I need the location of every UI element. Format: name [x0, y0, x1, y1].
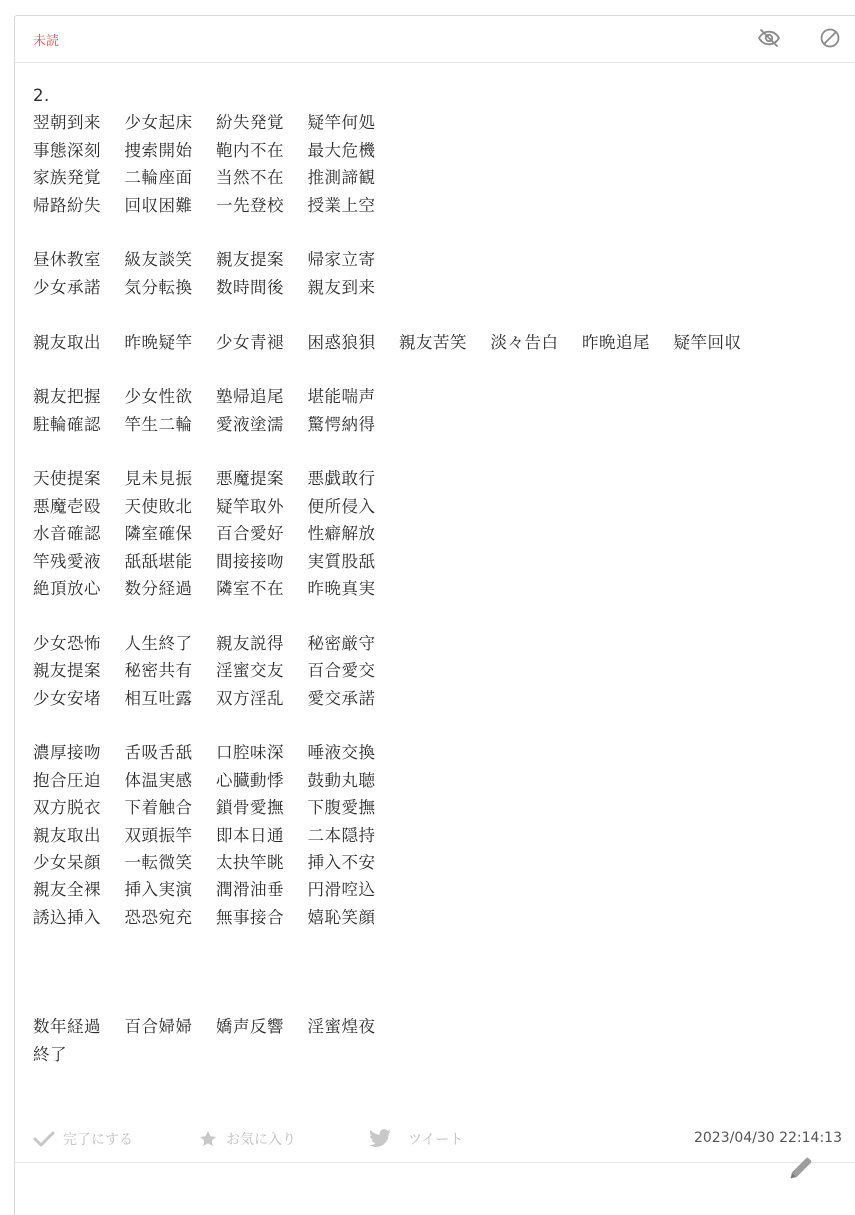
note-card — [14, 15, 855, 1215]
text-line — [33, 274, 833, 301]
text-line — [33, 465, 833, 492]
word: 回収困難 — [124, 195, 193, 215]
word: 便所侵入 — [307, 496, 376, 516]
favorite-label: お気に入り — [226, 1132, 296, 1148]
word: 当然不在 — [216, 168, 284, 188]
text-line — [33, 1013, 833, 1040]
text-line — [33, 164, 833, 191]
word: 塾帰追尾 — [216, 387, 284, 407]
text-line — [33, 329, 833, 356]
word: 昼休教室 — [33, 250, 101, 270]
word: 親友到来 — [307, 277, 376, 297]
word: 愛液塗濡 — [216, 414, 284, 434]
word: 竿生二輪 — [124, 414, 193, 434]
word: 家族発覚 — [33, 168, 101, 188]
word: 双方淫乱 — [216, 688, 284, 708]
word: 淫蜜煌夜 — [307, 1017, 376, 1037]
text-line — [33, 630, 833, 657]
word: 挿入実演 — [124, 880, 193, 900]
word: 天使敗北 — [124, 496, 193, 516]
complete-label: 完了にする — [63, 1132, 133, 1148]
word: 相互吐露 — [124, 688, 193, 708]
word: 挿入不安 — [307, 852, 376, 872]
text-line — [33, 1041, 833, 1068]
word: 百合婦婦 — [124, 1017, 193, 1037]
word: 実質股舐 — [307, 551, 376, 571]
word: 級友談笑 — [124, 250, 193, 270]
note-footer — [15, 1116, 855, 1163]
word: 少女性欲 — [124, 387, 193, 407]
word: 少女恐怖 — [33, 633, 101, 653]
note-body — [33, 82, 833, 1102]
word: 少女青褪 — [216, 332, 284, 352]
text-line — [33, 849, 833, 876]
ban-icon[interactable] — [818, 26, 842, 50]
text-line — [33, 794, 833, 821]
text-line — [33, 904, 833, 931]
word: 天使提案 — [33, 469, 101, 489]
tweet-label: ツイート — [408, 1132, 464, 1148]
word: 絶頂放心 — [33, 579, 101, 599]
word: 少女起床 — [124, 113, 193, 133]
word: 親友提案 — [33, 661, 101, 681]
hide-eye-slash-icon[interactable] — [757, 26, 781, 50]
word: 淡々告白 — [490, 332, 559, 352]
word: 昨晩疑竿 — [124, 332, 193, 352]
word: 親友把握 — [33, 387, 101, 407]
word: 疑竿何処 — [307, 113, 376, 133]
word: 水音確認 — [33, 524, 101, 544]
word: 恐恐宛充 — [124, 907, 193, 927]
text-line — [33, 685, 833, 712]
blank-line — [33, 438, 833, 465]
tweet-button[interactable] — [368, 1128, 463, 1150]
word: 誘込挿入 — [33, 907, 101, 927]
word: 駐輪確認 — [33, 414, 101, 434]
blank-line — [33, 219, 833, 246]
word: 下腹愛撫 — [307, 798, 376, 818]
note-header — [15, 16, 855, 63]
word: 疑竿回収 — [673, 332, 742, 352]
word: 見未見振 — [124, 469, 193, 489]
word: 秘密厳守 — [307, 633, 376, 653]
text-line — [33, 575, 833, 602]
word: 秘密共有 — [124, 661, 193, 681]
word: 人生終了 — [124, 633, 193, 653]
blank-line — [33, 356, 833, 383]
word: 帰家立寄 — [307, 250, 376, 270]
check-icon — [33, 1130, 55, 1148]
blank-line — [33, 931, 833, 958]
word: 双頭振竿 — [124, 825, 193, 845]
edit-pencil-icon[interactable] — [787, 1154, 815, 1182]
word: 無事接合 — [216, 907, 284, 927]
word: 嬉恥笑顔 — [307, 907, 376, 927]
word: 竿残愛液 — [33, 551, 101, 571]
word: 舐舐堪能 — [124, 551, 193, 571]
word: 終了 — [33, 1044, 67, 1064]
word: 百合愛交 — [307, 661, 376, 681]
word: 性癖解放 — [307, 524, 376, 544]
word: 少女呆顔 — [33, 852, 101, 872]
word: 体温実感 — [124, 770, 193, 790]
word: 隣室不在 — [216, 579, 284, 599]
word: 間接接吻 — [216, 551, 284, 571]
twitter-bird-icon — [368, 1129, 392, 1149]
word: 最大危機 — [307, 140, 376, 160]
word: 潤滑油垂 — [216, 880, 284, 900]
word: 数年経過 — [33, 1017, 101, 1037]
word: 数時間後 — [216, 277, 284, 297]
text-line — [33, 822, 833, 849]
word: 愛交承諾 — [307, 688, 376, 708]
word: 驚愕納得 — [307, 414, 376, 434]
word: 翌朝到来 — [33, 113, 101, 133]
word: 少女安堵 — [33, 688, 101, 708]
text-line — [33, 82, 833, 109]
word: 親友説得 — [216, 633, 284, 653]
word: 悪魔提案 — [216, 469, 284, 489]
text-line — [33, 548, 833, 575]
word: 二本隠持 — [307, 825, 376, 845]
word: 気分転換 — [124, 277, 193, 297]
word: 円滑啌込 — [307, 880, 376, 900]
blank-line — [33, 986, 833, 1013]
word: 悪魔壱殴 — [33, 496, 101, 516]
word: 授業上空 — [307, 195, 376, 215]
word: 困惑狼狽 — [307, 332, 376, 352]
word: 紛失発覚 — [216, 113, 284, 133]
word: 淫蜜交友 — [216, 661, 284, 681]
text-line — [33, 192, 833, 219]
text-line — [33, 767, 833, 794]
word: 事態深刻 — [33, 140, 101, 160]
word: 一先登校 — [216, 195, 284, 215]
word: 捜索開始 — [124, 140, 193, 160]
word: 親友取出 — [33, 332, 101, 352]
text-line — [33, 109, 833, 136]
word: 隣室確保 — [124, 524, 193, 544]
word: 悪戯敢行 — [307, 469, 376, 489]
word: 即本日通 — [216, 825, 284, 845]
word: 鎖骨愛撫 — [216, 798, 284, 818]
word: 堪能喘声 — [307, 387, 376, 407]
note-timestamp: 2023/04/30 22:14:13 — [693, 1130, 842, 1146]
word: 舌吸舌舐 — [124, 743, 193, 763]
word: 少女承諾 — [33, 277, 101, 297]
word: 2. — [33, 86, 50, 105]
word: 推測諦観 — [307, 168, 376, 188]
word: 昨晩追尾 — [582, 332, 650, 352]
favorite-button[interactable] — [198, 1128, 296, 1150]
text-line — [33, 246, 833, 273]
word: 百合愛好 — [216, 524, 284, 544]
word: 親友提案 — [216, 250, 284, 270]
word: 数分経過 — [124, 579, 193, 599]
word: 親友全裸 — [33, 880, 101, 900]
word: 濃厚接吻 — [33, 743, 101, 763]
unread-badge: 未読 — [33, 34, 60, 49]
word: 口腔味深 — [216, 743, 284, 763]
blank-line — [33, 301, 833, 328]
complete-button[interactable] — [33, 1128, 133, 1150]
word: 二輪座面 — [124, 168, 193, 188]
text-line — [33, 739, 833, 766]
word: 嬌声反響 — [216, 1017, 284, 1037]
blank-line — [33, 602, 833, 629]
word: 一転微笑 — [124, 852, 193, 872]
text-line — [33, 657, 833, 684]
text-line — [33, 137, 833, 164]
word: 心臓動悸 — [216, 770, 284, 790]
text-line — [33, 383, 833, 410]
word: 鞄内不在 — [216, 140, 284, 160]
star-icon — [198, 1129, 218, 1149]
word: 双方脱衣 — [33, 798, 101, 818]
word: 疑竿取外 — [216, 496, 284, 516]
text-line — [33, 520, 833, 547]
word: 下着触合 — [124, 798, 193, 818]
word: 昨晩真実 — [307, 579, 376, 599]
word: 親友苦笑 — [399, 332, 467, 352]
word: 唾液交換 — [307, 743, 376, 763]
word: 抱合圧迫 — [33, 770, 101, 790]
text-line — [33, 411, 833, 438]
text-line — [33, 493, 833, 520]
word: 鼓動丸聴 — [307, 770, 376, 790]
blank-line — [33, 959, 833, 986]
text-line — [33, 876, 833, 903]
word: 太抉竿眺 — [216, 852, 284, 872]
word: 帰路紛失 — [33, 195, 101, 215]
blank-line — [33, 712, 833, 739]
word: 親友取出 — [33, 825, 101, 845]
